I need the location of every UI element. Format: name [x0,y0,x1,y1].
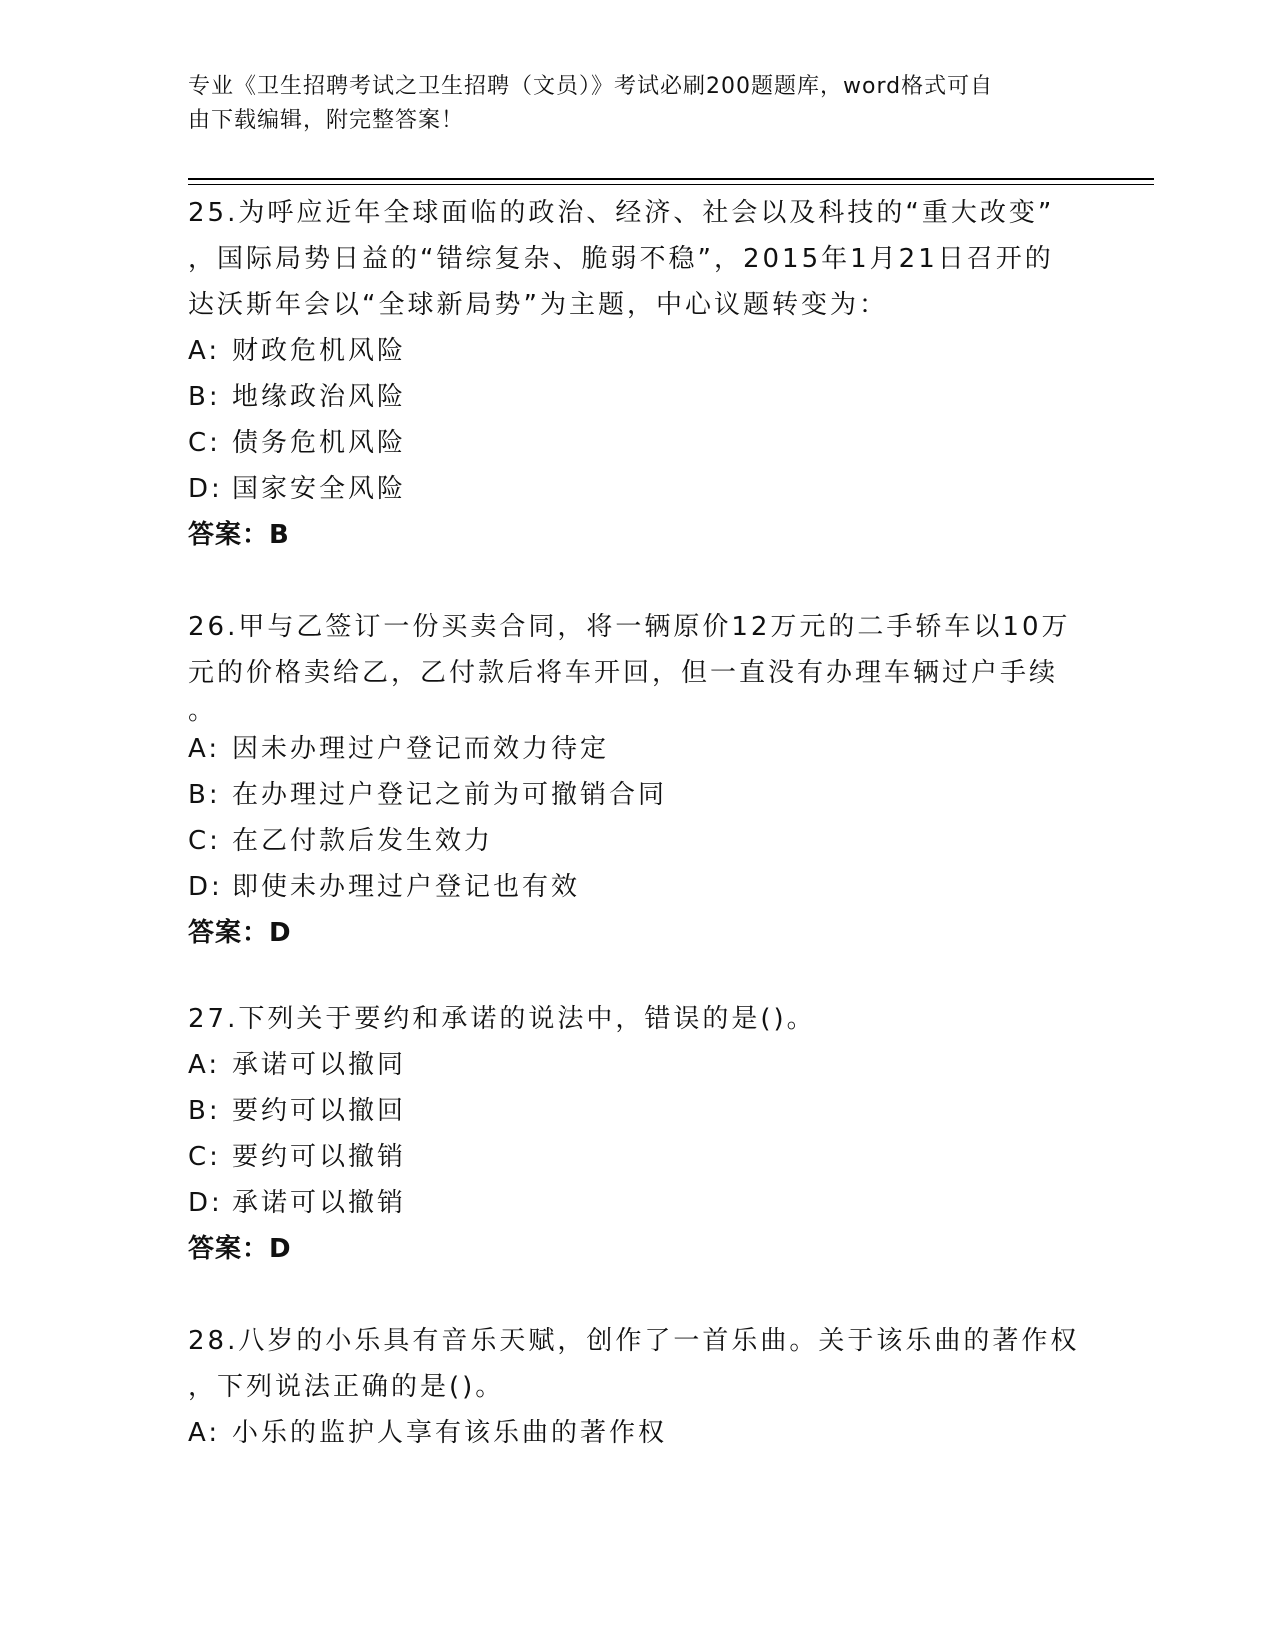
option-key: B: [188,382,221,412]
question-stem-line: 。 [188,696,218,726]
answer-line: 答案：D [188,1234,292,1264]
option-a [188,328,1088,374]
option-c [188,818,1088,864]
question-spacer [188,558,1088,604]
question-stem-line: 达沃斯年会以“全球新局势”为主题，中心议题转变为： [188,290,888,320]
option-key: A: [188,1050,221,1080]
option-text: 承诺可以撤同 [232,1050,407,1080]
header-line-1: 专业《卫生招聘考试之卫生招聘（文员）》考试必刷200题题库，word格式可自 [188,74,994,99]
option-key: C: [188,826,221,856]
option-key: B: [188,780,221,810]
option-text: 因未办理过户登记而效力待定 [232,734,610,764]
option-text: 即使未办理过户登记也有效 [232,872,581,902]
answer-line: 答案：D [188,918,292,948]
question-25 [188,190,1088,558]
option-text: 财政危机风险 [232,336,407,366]
option-c [188,420,1088,466]
question-28 [188,1318,1088,1456]
option-text: 要约可以撤回 [232,1096,407,1126]
header-divider-thick [188,178,1154,180]
option-d [188,466,1088,512]
option-text: 地缘政治风险 [232,382,407,412]
option-b [188,1088,1088,1134]
option-text: 国家安全风险 [232,474,407,504]
option-a [188,1042,1088,1088]
option-c [188,1134,1088,1180]
question-list [188,190,1088,1456]
option-key: A: [188,734,221,764]
question-stem-line: 25.为呼应近年全球面临的政治、经济、社会以及科技的“重大改变” [188,198,1055,228]
question-27 [188,996,1088,1272]
option-key: D: [188,872,223,902]
question-26 [188,604,1088,956]
question-stem-line: 26.甲与乙签订一份买卖合同，将一辆原价12万元的二手轿车以10万 [188,612,1071,642]
option-text: 要约可以撤销 [232,1142,407,1172]
option-key: D: [188,474,223,504]
header-line-2: 由下载编辑，附完整答案！ [188,108,465,133]
option-text: 在办理过户登记之前为可撤销合同 [232,780,668,810]
option-a [188,726,1088,772]
document-header [188,70,1068,138]
option-text: 小乐的监护人享有该乐曲的著作权 [232,1418,668,1448]
question-stem-line: ，国际局势日益的“错综复杂、脆弱不稳”，2015年1月21日召开的 [188,244,1054,274]
question-spacer [188,956,1088,996]
option-key: A: [188,1418,221,1448]
answer-line: 答案：B [188,520,290,550]
option-b [188,374,1088,420]
header-divider-thin [188,184,1154,185]
option-key: D: [188,1188,223,1218]
option-text: 债务危机风险 [232,428,407,458]
option-text: 在乙付款后发生效力 [232,826,494,856]
question-stem-line: 27.下列关于要约和承诺的说法中，错误的是()。 [188,1004,816,1034]
option-b [188,772,1088,818]
option-key: B: [188,1096,221,1126]
option-a [188,1410,1088,1456]
question-spacer [188,1272,1088,1318]
question-stem-line: 28.八岁的小乐具有音乐天赋，创作了一首乐曲。关于该乐曲的著作权 [188,1326,1080,1356]
option-text: 承诺可以撤销 [232,1188,407,1218]
option-key: C: [188,1142,221,1172]
question-stem-line: 元的价格卖给乙，乙付款后将车开回，但一直没有办理车辆过户手续 [188,658,1059,688]
option-key: C: [188,428,221,458]
option-d [188,864,1088,910]
question-stem-line: ，下列说法正确的是()。 [188,1372,505,1402]
option-d [188,1180,1088,1226]
option-key: A: [188,336,221,366]
